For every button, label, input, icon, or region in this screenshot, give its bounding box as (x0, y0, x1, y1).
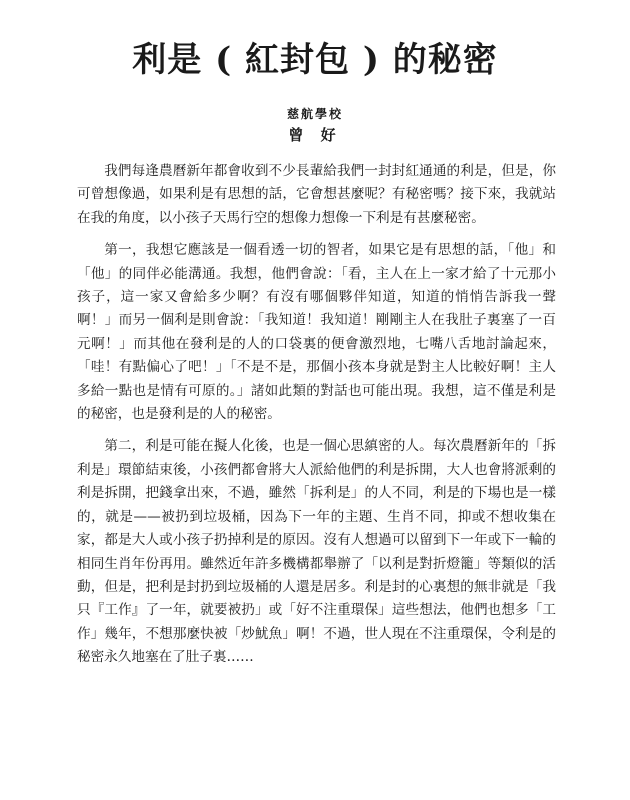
school-name: 慈航學校 (286, 107, 343, 121)
article-body (77, 160, 556, 679)
paragraph-1: 我們每逢農曆新年都會收到不少長輩給我們一封封紅通通的利是，但是，你可曾想像過，如果利是有思想的話，它會想甚麼呢？有秘密嗎？接下來，我就站在我的角度，以小孩子天馬行空的想像力想像一下利是有甚麼秘密。 (77, 163, 556, 226)
author-name: 曾 好 (288, 126, 342, 144)
paragraph-2: 第一，我想它應該是一個看透一切的智者，如果它是有思想的話，「他」和「他」的同伴必能溝通。我想，他們會說：「看，主人在上一家才給了十元那小孩子，這一家又會給多少啊？有沒有哪個夥伴知道，知道的悄悄告訴我一聲啊！」而另一個利是則會說：「我知道！我知道！剛剛主人在我肚子裏塞了一百元啊！」而其他在發利是的人的口袋裏的便會激烈地，七嘴八舌地討論起來，「哇！有點偏心了吧！」「不是不是，那個小孩本身就是對主人比較好啊！主人多給一點也是情有可原的。」諸如此類的對話也可能出現。我想，這不僅是利是的秘密，也是發利是的人的秘密。 (77, 242, 556, 423)
article-title: 利是 ( 紅封包 ) 的秘密 (132, 40, 498, 80)
paragraph-3: 第二，利是可能在擬人化後，也是一個心思縝密的人。每次農曆新年的「拆利是」環節結束後，小孩們都會將大人派給他們的利是拆開，大人也會將派剩的利是拆開，把錢拿出來，不過，雖然「拆利是」的人不同，利是的下場也是一樣的，就是——被扔到垃圾桶，因為下一年的主題、生肖不同，抑或不想收集在家，都是大人或小孩子扔掉利是的原因。沒有人想過可以留到下一年或下一輪的相同生肖年份再用。雖然近年許多機構都舉辦了「以利是對折燈籠」等類似的活動，但是，把利是封扔到垃圾桶的人還是居多。利是封的心裏想的無非就是「我只『工作』了一年，就要被扔」或「好不注重環保」這些想法，他們也想多「工作」幾年，不想那麼快被「炒魷魚」啊！不過，世人現在不注重環保，令利是的秘密永久地塞在了肚子裏…… (77, 438, 556, 666)
